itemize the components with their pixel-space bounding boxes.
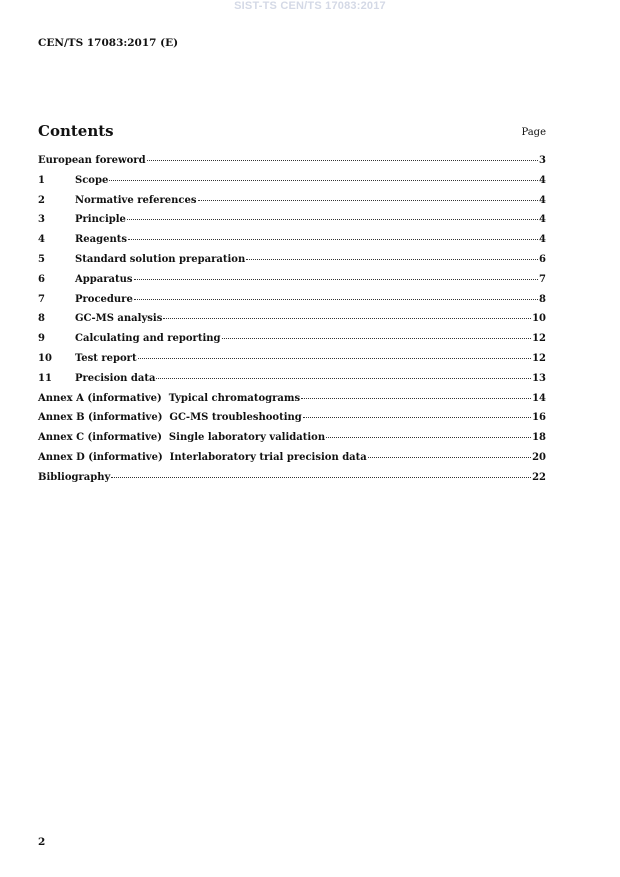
toc-entry-page: 10 bbox=[532, 313, 546, 325]
toc-entry-title: Annex C (informative) Single laboratory validation bbox=[38, 432, 326, 444]
toc-entry-number: 3 bbox=[38, 214, 45, 226]
toc-entry-page: 16 bbox=[532, 412, 546, 424]
toc-entry-title: Normative references bbox=[75, 194, 197, 206]
toc-entry-number: 9 bbox=[38, 333, 45, 345]
toc-entry-title: Bibliography bbox=[38, 471, 111, 483]
toc-entry-title: Scope bbox=[75, 174, 109, 186]
toc-entry-page: 4 bbox=[539, 174, 546, 186]
toc-entry-title: Apparatus bbox=[75, 273, 133, 285]
toc-entry-number: 6 bbox=[38, 273, 45, 285]
toc-dot-leader bbox=[111, 477, 531, 478]
toc-entry-page: 6 bbox=[539, 253, 546, 265]
toc-entry[interactable] bbox=[38, 294, 546, 314]
toc-entry-page: 22 bbox=[532, 471, 546, 483]
toc-entry-number: 5 bbox=[38, 253, 45, 265]
document-id: CEN/TS 17083:2017 (E) bbox=[38, 37, 179, 49]
toc-entry[interactable] bbox=[38, 333, 546, 353]
page-column-label: Page bbox=[521, 127, 546, 138]
toc-dot-leader bbox=[368, 457, 531, 458]
toc-entry-title: Principle bbox=[75, 214, 126, 226]
toc-entry-number: 4 bbox=[38, 234, 45, 246]
toc-entry-page: 20 bbox=[532, 451, 546, 463]
toc-dot-leader bbox=[301, 398, 531, 399]
toc-entry-number: 1 bbox=[38, 174, 45, 186]
toc-entry-page: 18 bbox=[532, 432, 546, 444]
toc-entry-page: 8 bbox=[539, 293, 546, 305]
toc-dot-leader bbox=[138, 358, 532, 359]
toc-entry[interactable] bbox=[38, 214, 546, 234]
toc-entry-number: 2 bbox=[38, 194, 45, 206]
toc-dot-leader bbox=[134, 299, 538, 300]
toc-entry-title: Reagents bbox=[75, 234, 128, 246]
toc-entry[interactable] bbox=[38, 452, 546, 472]
toc-entry-title: Test report bbox=[75, 352, 137, 364]
toc-entry-page: 14 bbox=[532, 392, 546, 404]
toc-dot-leader bbox=[198, 200, 539, 201]
toc-dot-leader bbox=[147, 160, 538, 161]
toc-entry-page: 12 bbox=[532, 333, 546, 345]
toc-entry-title: Calculating and reporting bbox=[75, 333, 221, 345]
toc-entry-number: 7 bbox=[38, 293, 45, 305]
toc-dot-leader bbox=[156, 378, 531, 379]
toc-entry-title: Annex A (informative) Typical chromatograms bbox=[38, 392, 301, 404]
watermark: SIST-TS CEN/TS 17083:2017 bbox=[234, 0, 386, 12]
toc-entry[interactable] bbox=[38, 393, 546, 413]
table-of-contents bbox=[38, 155, 546, 492]
toc-entry-title: European foreword bbox=[38, 155, 146, 166]
toc-entry-page: 4 bbox=[539, 234, 546, 246]
toc-entry[interactable] bbox=[38, 254, 546, 274]
toc-dot-leader bbox=[246, 259, 538, 260]
toc-dot-leader bbox=[134, 279, 539, 280]
toc-entry[interactable] bbox=[38, 373, 546, 393]
toc-entry-title: Procedure bbox=[75, 293, 133, 305]
contents-heading: Contents bbox=[38, 122, 114, 140]
toc-entry-title: GC-MS analysis bbox=[75, 313, 163, 325]
toc-dot-leader bbox=[222, 338, 532, 339]
toc-entry-title: Precision data bbox=[75, 372, 156, 384]
toc-dot-leader bbox=[163, 318, 531, 319]
toc-entry-number: 8 bbox=[38, 313, 45, 325]
toc-entry-page: 13 bbox=[532, 372, 546, 384]
toc-entry[interactable] bbox=[38, 353, 546, 373]
toc-entry-title: Annex D (informative) Interlaboratory trial precision data bbox=[38, 451, 367, 463]
toc-entry[interactable] bbox=[38, 412, 546, 432]
toc-entry-page: 12 bbox=[532, 352, 546, 364]
toc-entry[interactable] bbox=[38, 274, 546, 294]
toc-dot-leader bbox=[128, 239, 538, 240]
toc-entry-page: 4 bbox=[539, 214, 546, 226]
toc-dot-leader bbox=[127, 219, 538, 220]
toc-entry[interactable] bbox=[38, 472, 546, 492]
footer-page-number: 2 bbox=[38, 836, 46, 848]
toc-entry-number: 11 bbox=[38, 372, 52, 384]
toc-entry-title: Standard solution preparation bbox=[75, 253, 246, 265]
toc-entry[interactable] bbox=[38, 195, 546, 215]
toc-dot-leader bbox=[326, 437, 531, 438]
toc-dot-leader bbox=[303, 417, 531, 418]
toc-entry[interactable] bbox=[38, 432, 546, 452]
toc-entry-title: Annex B (informative) GC-MS troubleshooting bbox=[38, 412, 302, 424]
toc-entry-page: 4 bbox=[539, 194, 546, 206]
toc-entry[interactable] bbox=[38, 234, 546, 254]
toc-entry[interactable] bbox=[38, 175, 546, 195]
toc-entry-number: 10 bbox=[38, 352, 52, 364]
toc-entry[interactable] bbox=[38, 313, 546, 333]
toc-dot-leader bbox=[109, 180, 538, 181]
toc-entry-page: 3 bbox=[539, 155, 546, 166]
toc-entry[interactable] bbox=[38, 155, 546, 175]
toc-entry-page: 7 bbox=[539, 273, 546, 285]
